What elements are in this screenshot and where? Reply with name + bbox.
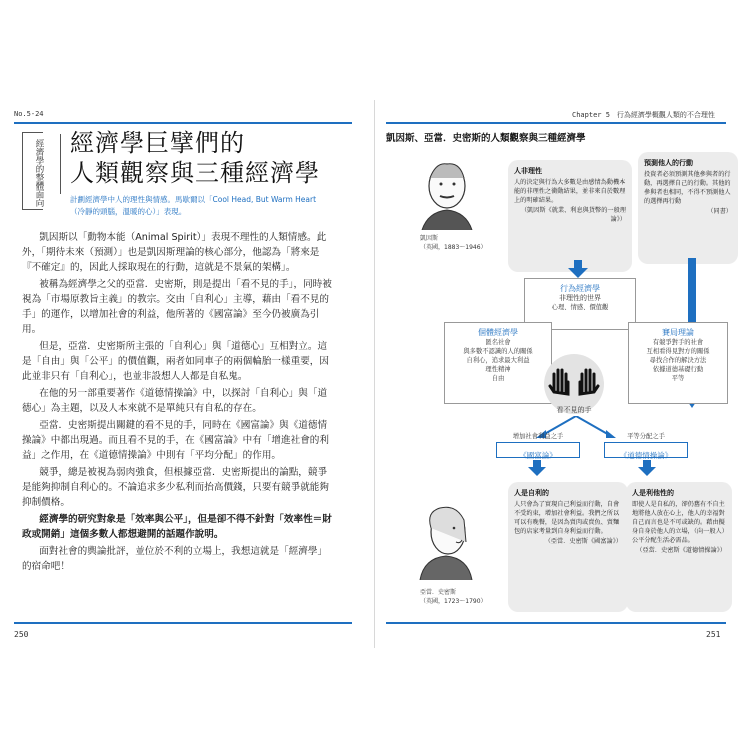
bubble-predict [638,152,738,264]
bubble-text: 人的決定與行為大多數是由感情為動機本能的非理性之衝動結果，並非來自於數理上的明確結果。 [514,179,626,204]
bubble-source: （同書） [707,208,732,215]
bubble-text: 即使人是自私的，卻仍舊有不自主地將他人放在心上，他人的幸福對自己而言也是不可或缺的。藉由擬身自身於他人的立場，（向一般人）公平分配生活必需品。 [632,501,725,544]
game-theory-box [628,322,728,404]
increase-box [496,442,580,458]
equal-box [604,442,688,458]
keynes-caption [420,234,487,252]
page-title [70,128,320,188]
equal-label: 平等分配之手 [627,433,665,440]
game-line: 平等 [671,375,685,382]
behavioral-line2: 心理、情感、價值觀 [551,304,609,311]
paragraph: 經濟學的研究對象是「效率與公平」，但是卻不得不針對「效率性＝財政或開銷」這個多數人都想避開的話題作說明。 [22,514,332,540]
right-page-number: 251 [706,630,721,639]
page-title-line2: 人類觀察與三種經濟學 [70,159,320,187]
bubble-title: 人是自利的 [514,489,549,497]
game-line: 互相看得見對方的關係 [646,348,710,355]
bubble-text: 人只會為了實現自己利益而行動，自會不受約束，增加社會利益。我們之所以可以有晚餐，是因為賣肉或賣魚、賣麵包的店家考量到自身利益而行動。 [514,501,620,535]
smith-name: 亞當．史密斯 [420,589,457,596]
increase-label: 增加社會利益之手 [512,433,564,440]
bubble-text: 投資者必須預測其他參與者的行動，再選擇自己的行動。其他的參與者也相同，不得不預測他人的選擇再行動 [644,171,731,205]
equal-book: 《道德情操論》 [619,451,673,460]
keynes-name: 凱因斯 [420,235,439,242]
individual-line: 理性精神 [485,366,511,373]
diagram-title: 凱因斯、亞當．史密斯的人類觀察與三種經濟學 [386,133,586,144]
right-header: Chapter 5 行為經濟學概觀人類的不合理性 [572,111,715,119]
bubble-irrational [508,160,632,272]
behavioral-line1: 非理性的世界 [559,294,601,302]
behavioral-title: 行為經濟學 [560,284,600,293]
chapter-tab: 經濟學的整體面向 [22,132,43,210]
invisible-hand-label: 看不見的手 [556,406,592,414]
left-header: No.5-24 [14,110,44,118]
bubble-title: 人是利他性的 [632,489,674,497]
bubble-title: 人非理性 [514,167,542,175]
individual-line: 匿名社會 [485,339,511,346]
left-header-rule [14,122,352,124]
smith-portrait [416,498,476,580]
left-footer-rule [14,622,352,624]
paragraph: 但是，亞當．史密斯所主張的「自利心」與「道德心」互相對立。這是「自由」與「公平」的價值觀，兩者如同車子的兩個輪胎一樣重要，因此並非只有「自利心」，也並非設想人人都是自私鬼。 [22,341,329,382]
arrow-down-icon [528,460,546,476]
game-line: 依據道德基礎行動 [652,366,704,373]
left-page-number: 250 [14,630,29,639]
arrow-down-icon [638,460,656,476]
body-text [22,230,334,576]
right-footer-rule [386,622,726,624]
game-line: 尋找合作的解決方法 [649,357,707,364]
paragraph: 在他的另一部重要著作《道德情操論》中，以探討「自利心」與「道德心」為主題，以及人本來就不是單純只有自私的存在。 [22,388,328,414]
bubble-source: （亞當．史密斯《國富論》） [544,538,622,545]
paragraph: 面對社會的輿論批評，並位於不利的立場上，我想這就是「經濟學」的宿命吧！ [22,546,328,572]
book-spread [0,100,750,648]
arrow-down-icon [568,260,588,278]
game-title: 賽局理論 [662,328,694,337]
bubble-altruistic [626,482,732,612]
keynes-dates: （英國，1883～1946） [420,244,487,251]
right-page [376,100,750,648]
individual-line: 自利心，追求最大利益 [466,357,530,364]
bubble-selfish [508,482,628,612]
right-header-rule [386,122,726,124]
keynes-portrait [416,152,478,230]
individual-line: 與多數不認識的人的關係 [463,348,533,355]
game-line: 有競爭對手的社會 [652,339,704,346]
bubble-source: （凱因斯《就業、利息與貨幣的一般理論》） [520,207,626,223]
subtitle: 計劃經濟學中人的理性與情感。馬歇爾以「Cool Head, But Warm Heart（冷靜的頭腦，溫暖的心）」表現。 [70,195,317,216]
bubble-title: 預測他人的行動 [644,159,693,167]
paragraph: 競爭，總是被視為弱肉強食，但根據亞當．史密斯提出的論點，競爭是能夠抑制自利心的。不論追求多少私利而抬高價錢，只要有競爭就能夠抑制價格。 [22,467,329,508]
individual-line: 自由 [491,375,505,382]
title-divider [60,134,61,194]
page-title-line1: 經濟學巨擘們的 [70,129,245,157]
bubble-source: （亞當．史密斯《道德情操論》） [636,547,726,554]
left-page [0,100,375,648]
increase-book: 《國富論》 [519,451,557,460]
smith-dates: （英國，1723～1790） [420,598,487,605]
paragraph: 凱因斯以「動物本能（Animal Spirit）」表現不理性的人類情感。此外，「期待未來（預測）」也是凱因斯理論的核心部分，他認為「將來是『不確定』的，因此人採取現在的行動，這就是不景氣的架構」。 [22,232,327,273]
individual-title: 個體經濟學 [478,328,518,337]
paragraph: 亞當．史密斯提出關鍵的看不見的手，同時在《國富論》與《道德情操論》中都出現過。而且看不見的手，在《國富論》中有「增進社會的利益」之作用，在《道德情操論》中則有「平均分配」的作用。 [22,420,329,461]
smith-caption [420,588,487,606]
paragraph: 被稱為經濟學之父的亞當．史密斯，則是提出「看不見的手」，同時被視為「市場原教旨主義」的教宗。交由「自利心」主導，藉由「看不見的手」的運作，以增加社會的利益，他所著的《國富論》至今仍被廣為引用。 [22,279,332,335]
